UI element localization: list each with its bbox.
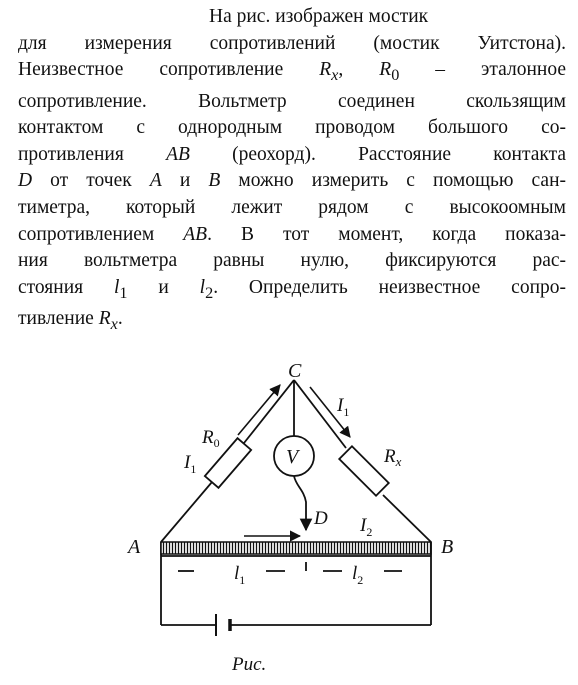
wire-r0-c	[244, 380, 294, 443]
label-l1: $l_1$	[234, 563, 246, 587]
label-node-b: B	[441, 536, 454, 558]
text-line: Неизвестное сопротивление $R_x$, $R_0$ – эталонное	[18, 59, 566, 85]
figure-caption: Рис.	[232, 654, 267, 675]
text-line: сопротивлением AB. В тот момент, когда показа-	[18, 223, 566, 245]
label-i1-left: $I_1$	[184, 452, 197, 476]
text-line: тиметра, который лежит рядом с высокоомным	[18, 197, 566, 219]
label-i2-bottom: $I_2$	[360, 515, 373, 539]
label-l2: $l_2$	[352, 563, 364, 587]
label-voltmeter: V	[286, 446, 299, 468]
text-line: стояния $l_1$ и $l_2$. Определить неизвестное сопро-	[18, 276, 567, 302]
wire-voltmeter-slider	[294, 476, 306, 530]
text-line: D от точек A и B можно измерить с помощью сан-	[18, 170, 567, 192]
wire-a-r0	[161, 482, 212, 542]
label-node-d: D	[314, 508, 328, 529]
text-line: противления AB (реохорд). Расстояние контакта	[18, 143, 566, 165]
battery-symbol	[216, 614, 230, 636]
resistor-rx	[339, 446, 388, 495]
label-node-a: A	[128, 536, 141, 558]
text-line: контактом с однородным проводом большого со-	[18, 117, 566, 139]
arrow-i1-left	[238, 385, 280, 435]
label-i1-right: $I_1$	[337, 395, 350, 419]
rheochord-ab	[161, 542, 431, 554]
wire-rx-b	[383, 495, 431, 542]
label-r0: $R_0$	[202, 427, 220, 450]
label-node-c: C	[288, 360, 302, 382]
text-line: для измерения сопротивлений (мостик Уитстона).	[18, 32, 566, 54]
text-line: ния вольтметра равны нулю, фиксируются рас-	[18, 250, 566, 272]
text-line: тивление $R_x$.	[18, 308, 123, 334]
label-rx: $R_x$	[384, 446, 402, 469]
text-line: На рис. изображен мостик	[209, 6, 429, 27]
text-line: сопротивление. Вольтметр соединен скользящим	[18, 90, 566, 112]
